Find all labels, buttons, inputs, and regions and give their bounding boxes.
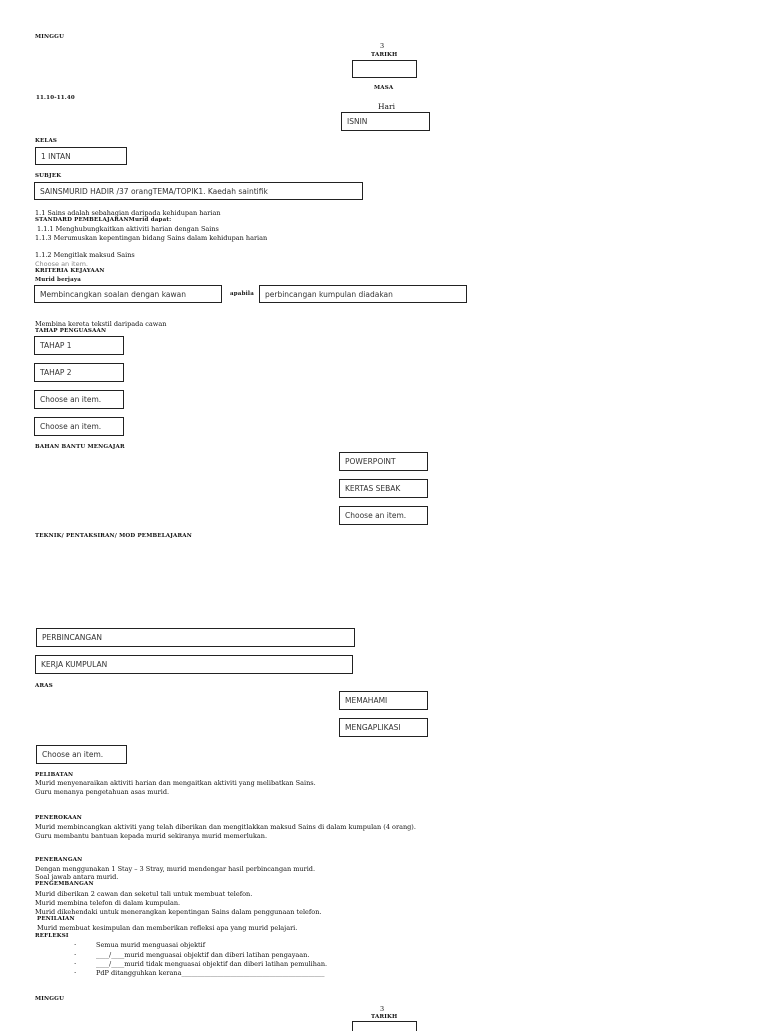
aras-field-1[interactable]: MEMAHAMI <box>339 691 428 710</box>
kriteria-line: Membina kereta tekstil daripada cawan <box>35 320 167 328</box>
refleksi-item: ____/____murid tidak menguasai objektif dan diberi latihan pemulihan. <box>96 960 328 968</box>
bullet: · <box>74 960 77 968</box>
week-number-next: 3 <box>380 1005 385 1013</box>
tahap-field-4[interactable]: Choose an item. <box>34 417 124 436</box>
penilaian-label: PENILAIAN <box>37 916 75 922</box>
minggu-label: MINGGU <box>35 34 65 40</box>
standard-kandungan: 1.1 Sains adalah sebahagian daripada kehidupan harian <box>35 209 221 217</box>
tarikh-label-next: TARIKH <box>371 1014 398 1020</box>
aras-label: ARAS <box>35 683 53 689</box>
tarikh-field-next[interactable] <box>352 1021 417 1031</box>
teknik-field-2[interactable]: KERJA KUMPULAN <box>35 655 353 674</box>
aras-field-3[interactable]: Choose an item. <box>36 745 127 764</box>
bullet: · <box>74 951 77 959</box>
hari-label: Hari <box>378 102 395 111</box>
refleksi-label: REFLEKSI <box>35 933 69 939</box>
subjek-field[interactable]: SAINSMURID HADIR /37 orangTEMA/TOPIK1. Kaedah saintifik <box>34 182 363 200</box>
masa-label: MASA <box>374 85 394 91</box>
pengembangan-line: Murid membina telefon di dalam kumpulan. <box>35 899 181 907</box>
standard-item-2: 1.1.3 Merumuskan kepentingan bidang Sains dalam kehidupan harian <box>35 234 268 242</box>
standard-heading: STANDARD PEMBELAJARANMurid dapat: <box>35 217 172 223</box>
penerangan-line: Dengan menggunakan 1 Stay – 3 Stray, murid mendengar hasil perbincangan murid. <box>35 865 316 873</box>
standard-dropdown-placeholder[interactable]: Choose an item. <box>35 260 88 268</box>
kriteria-sub: Murid berjaya <box>35 277 81 283</box>
penerokaan-label: PENEROKAAN <box>35 815 83 821</box>
kelas-field[interactable]: 1 INTAN <box>35 147 127 165</box>
bullet: · <box>74 969 77 977</box>
hari-field[interactable]: ISNIN <box>341 112 430 131</box>
time-value: 11.10-11.40 <box>36 95 75 101</box>
bahan-field-1[interactable]: POWERPOINT <box>339 452 428 471</box>
pelibatan-line: Murid menyenaraikan aktiviti harian dan mengaitkan aktiviti yang melibatkan Sains. <box>35 779 316 787</box>
kelas-label: KELAS <box>35 138 58 144</box>
tahap-field-1[interactable]: TAHAP 1 <box>34 336 124 355</box>
kriteria-connector: apabila <box>230 291 254 297</box>
standard-item-3: 1.1.2 Mengitlak maksud Sains <box>35 251 135 259</box>
standard-item-1: 1.1.1 Menghubungkaitkan aktiviti harian dengan Sains <box>37 225 219 233</box>
penilaian-line: Murid membuat kesimpulan dan memberikan refleksi apa yang murid pelajari. <box>37 924 298 932</box>
tahap-field-2[interactable]: TAHAP 2 <box>34 363 124 382</box>
kriteria-label: KRITERIA KEJAYAAN <box>35 268 105 274</box>
penerokaan-line: Murid membincangkan aktiviti yang telah diberikan dan mengitlakkan maksud Sains di dalam kumpulan (4 orang). <box>35 823 416 831</box>
pengembangan-line: Murid diberikan 2 cawan dan seketul tali untuk membuat telefon. <box>35 890 253 898</box>
subjek-label: SUBJEK <box>35 173 62 179</box>
refleksi-item: ____/____murid menguasai objektif dan diberi latihan pengayaan. <box>96 951 310 959</box>
teknik-label: TEKNIK/ PENTAKSIRAN/ MOD PEMBELAJARAN <box>35 533 192 539</box>
teknik-field-1[interactable]: PERBINCANGAN <box>36 628 355 647</box>
week-number: 3 <box>380 42 385 50</box>
pelibatan-line: Guru menanya pengetahuan asas murid. <box>35 788 170 796</box>
bahan-field-3[interactable]: Choose an item. <box>339 506 428 525</box>
bahan-field-2[interactable]: KERTAS SEBAK <box>339 479 428 498</box>
aras-field-2[interactable]: MENGAPLIKASI <box>339 718 428 737</box>
tarikh-label: TARIKH <box>371 52 398 58</box>
kriteria-field-2[interactable]: perbincangan kumpulan diadakan <box>259 285 467 303</box>
pelibatan-label: PELIBATAN <box>35 772 74 778</box>
minggu-label-next: MINGGU <box>35 996 65 1002</box>
refleksi-item: PdP ditangguhkan kerana____________________________________________ <box>96 969 325 977</box>
tahap-field-3[interactable]: Choose an item. <box>34 390 124 409</box>
pengembangan-label: PENGEMBANGAN <box>35 881 94 887</box>
penerangan-line: Soal jawab antara murid. <box>35 873 119 881</box>
bahan-label: BAHAN BANTU MENGAJAR <box>35 444 125 450</box>
pengembangan-line: Murid dikehendaki untuk menerangkan kepentingan Sains dalam penggunaan telefon. <box>35 908 322 916</box>
tahap-label: TAHAP PENGUASAAN <box>35 328 107 334</box>
penerokaan-line: Guru membantu bantuan kepada murid sekiranya murid memerlukan. <box>35 832 268 840</box>
tarikh-field[interactable] <box>352 60 417 78</box>
kriteria-field-1[interactable]: Membincangkan soalan dengan kawan <box>34 285 222 303</box>
bullet: · <box>74 941 77 949</box>
penerangan-label: PENERANGAN <box>35 857 83 863</box>
refleksi-item: Semua murid menguasai objektif <box>96 941 206 949</box>
